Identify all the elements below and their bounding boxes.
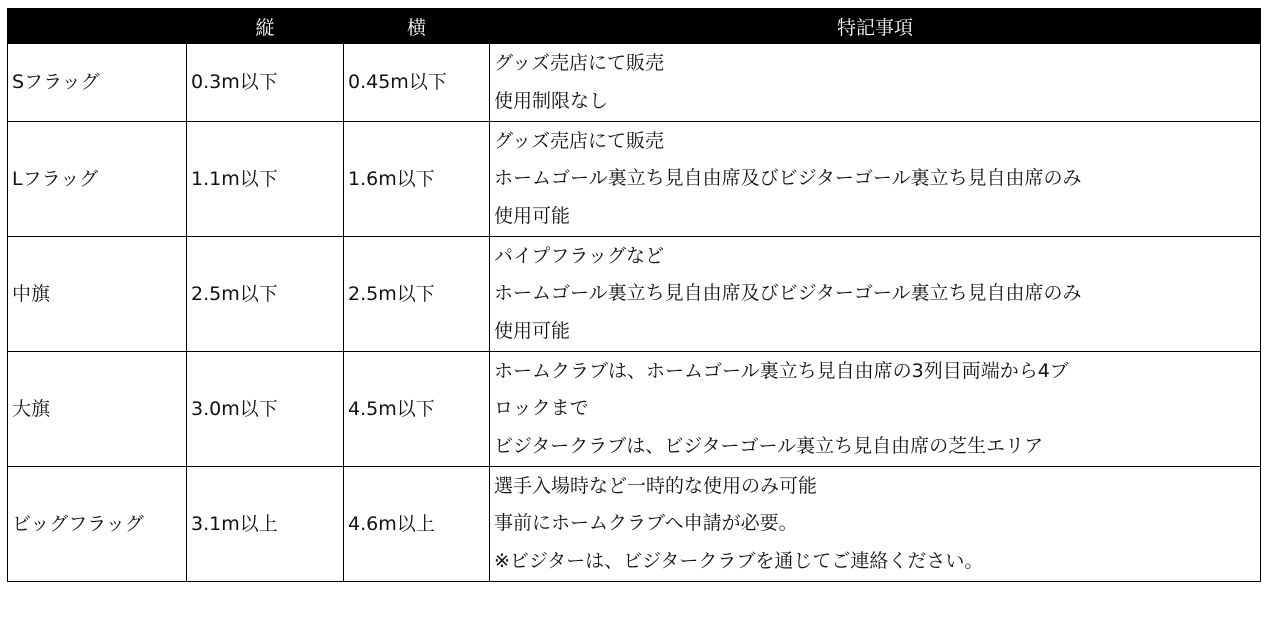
flag-rules-table-container xyxy=(7,8,1261,582)
notes-cell xyxy=(490,44,1261,122)
note-line: パイプフラッグなど xyxy=(494,244,665,267)
notes-cell xyxy=(490,122,1261,237)
vertical-cell: 2.5m以下 xyxy=(187,237,344,352)
horizontal-cell: 0.45m以下 xyxy=(344,44,490,122)
note-line: ビジタークラブは、ビジターゴール裏立ち見自由席の芝生エリア xyxy=(494,434,1044,457)
horizontal-cell: 2.5m以下 xyxy=(344,237,490,352)
table-row xyxy=(8,467,1261,582)
flag-type-cell: Sフラッグ xyxy=(8,44,187,122)
table-row xyxy=(8,122,1261,237)
vertical-cell: 3.1m以上 xyxy=(187,467,344,582)
note-line: グッズ売店にて販売 xyxy=(494,52,665,74)
note-line: 使用制限なし xyxy=(494,89,609,112)
note-line: 選手入場時など一時的な使用のみ可能 xyxy=(494,474,818,497)
header-horizontal: 横 xyxy=(344,9,490,44)
header-flag-type xyxy=(8,9,187,44)
flag-type-cell: 大旗 xyxy=(8,352,187,467)
note-line: ※ビジターは、ビジタークラブを通じてご連絡ください。 xyxy=(494,549,984,572)
note-line: ホームゴール裏立ち見自由席及びビジターゴール裏立ち見自由席のみ xyxy=(494,167,1082,190)
horizontal-cell: 1.6m以下 xyxy=(344,122,490,237)
header-vertical: 縦 xyxy=(187,9,344,44)
note-line: 使用可能 xyxy=(494,204,571,227)
flag-type-cell: 中旗 xyxy=(8,237,187,352)
flag-rules-table xyxy=(7,8,1261,582)
horizontal-cell: 4.5m以下 xyxy=(344,352,490,467)
header-notes: 特記事項 xyxy=(490,9,1261,44)
horizontal-cell: 4.6m以上 xyxy=(344,467,490,582)
note-line: 使用可能 xyxy=(494,319,571,342)
note-line: 事前にホームクラブへ申請が必要。 xyxy=(494,512,798,535)
note-line: ロックまで xyxy=(494,397,589,420)
note-line: ホームクラブは、ホームゴール裏立ち見自由席の3列目両端から4ブ xyxy=(494,359,1069,382)
table-header-row xyxy=(8,9,1261,44)
table-row xyxy=(8,237,1261,352)
vertical-cell: 1.1m以下 xyxy=(187,122,344,237)
note-line: グッズ売店にて販売 xyxy=(494,129,665,152)
table-row xyxy=(8,352,1261,467)
note-line: ホームゴール裏立ち見自由席及びビジターゴール裏立ち見自由席のみ xyxy=(494,282,1082,305)
flag-type-cell: Lフラッグ xyxy=(8,122,187,237)
vertical-cell: 0.3m以下 xyxy=(187,44,344,122)
table-row xyxy=(8,44,1261,122)
notes-cell xyxy=(490,352,1261,467)
notes-cell xyxy=(490,237,1261,352)
notes-cell xyxy=(490,467,1261,582)
vertical-cell: 3.0m以下 xyxy=(187,352,344,467)
flag-type-cell: ビッグフラッグ xyxy=(8,467,187,582)
